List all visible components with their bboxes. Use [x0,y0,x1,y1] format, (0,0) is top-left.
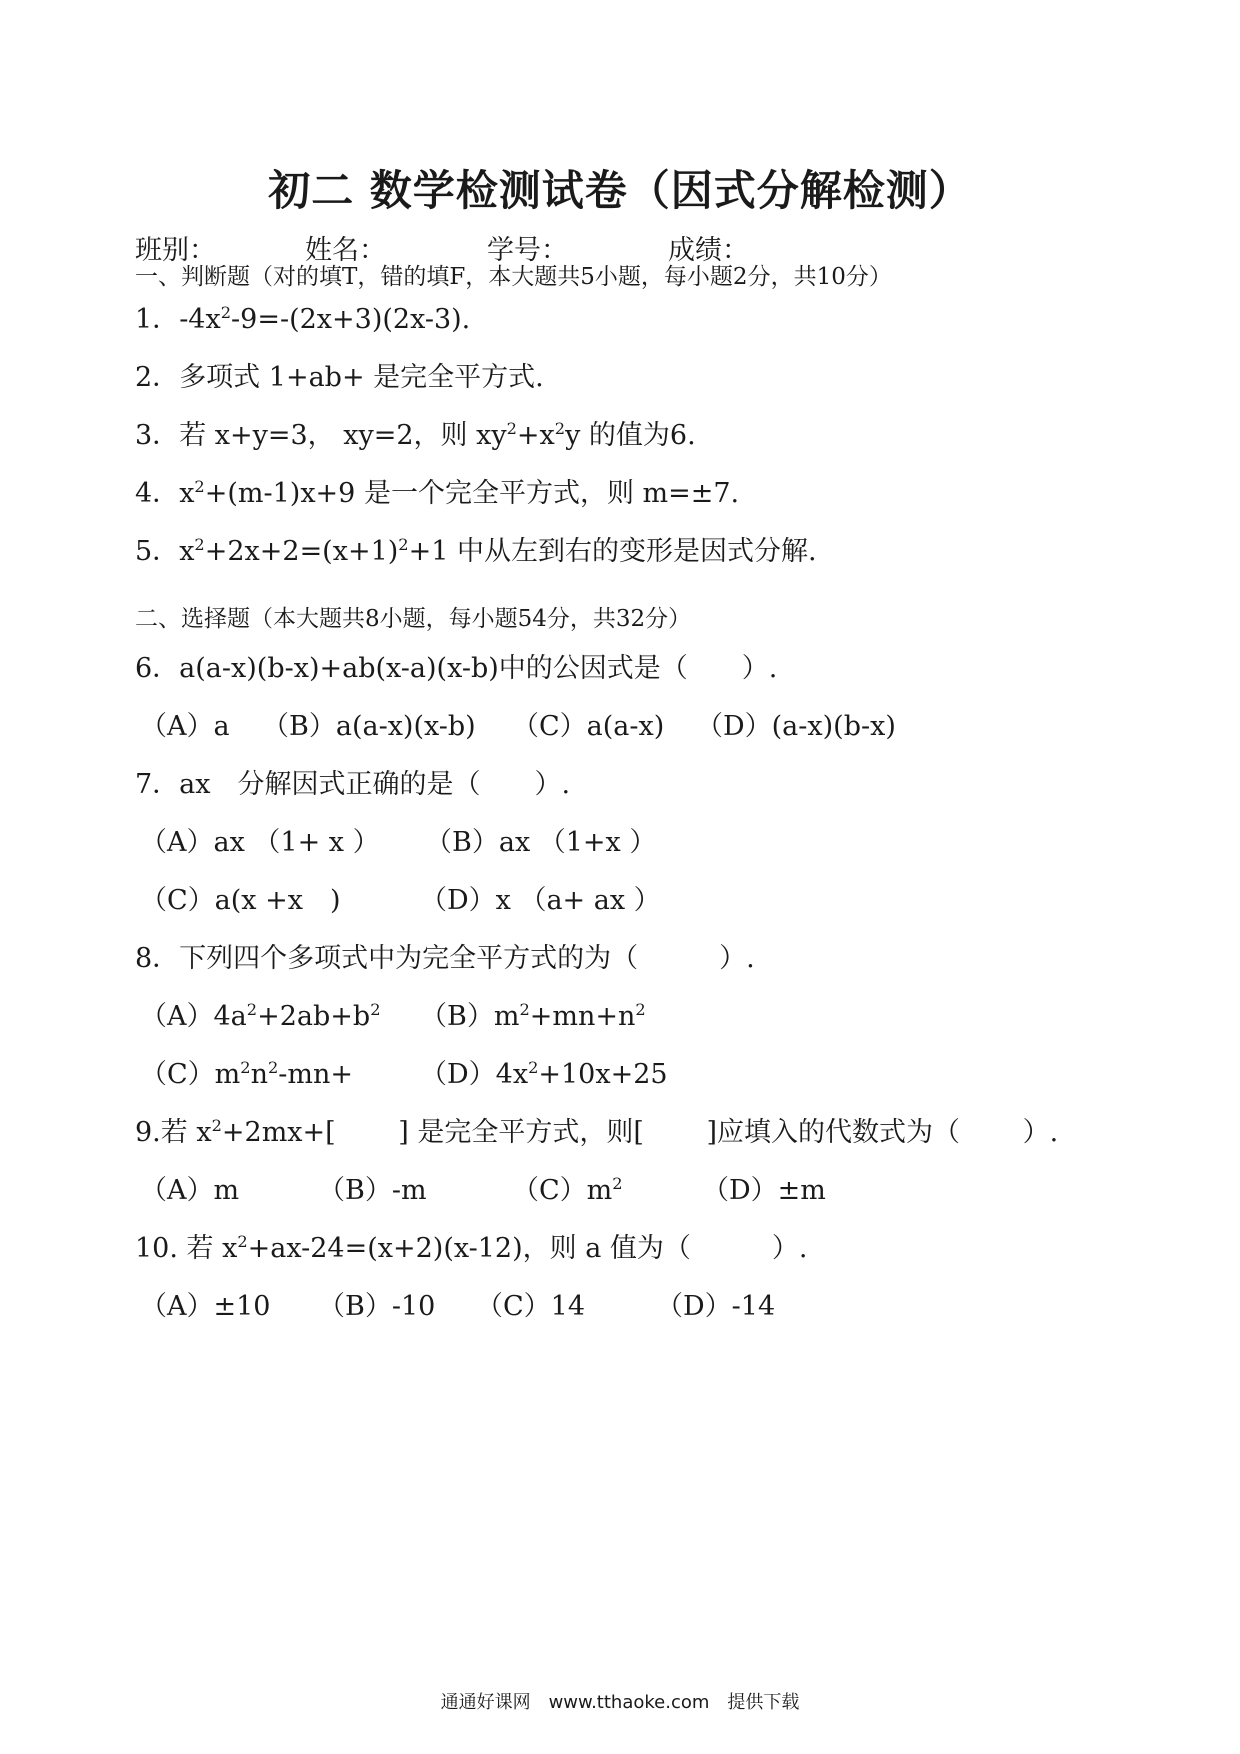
q6-option-a: （A）a [140,711,230,742]
question-number: 1． [135,304,180,335]
exponent: 2 [220,303,232,322]
question-text: 10. 若 x [135,1233,238,1264]
question-text: +2mx+[ ] 是完全平方式，则[ ]应填入的代数式为（ ）. [221,1117,1059,1148]
name-label: 姓名： [305,235,386,266]
question-text: -4x [179,304,221,335]
question-5 [135,529,817,568]
exponent: 2 [506,419,517,438]
question-7: 7．ax 分解因式正确的是（ ）. [135,769,571,800]
question-text: -9=-(2x+3)(2x-3). [231,304,471,335]
question-text: 多项式 1+ab+ 是完全平方式. [179,362,544,393]
question-3 [135,413,696,452]
option-text: +mn+n [529,1001,636,1032]
q7-option-d: （D）x （a+ ax ） [420,885,661,916]
page-title: 初二 数学检测试卷（因式分解检测） [268,166,972,215]
q6-option-d: （D）(a-x)(b-x) [696,711,896,742]
exponent: 2 [528,1058,539,1077]
exponent: 2 [194,535,205,554]
question-10 [135,1226,807,1265]
question-number: 4． [135,478,180,509]
q10-option-a: （A）±10 [140,1291,271,1322]
question-4 [135,471,739,510]
exponent: 2 [519,1000,530,1019]
exponent: 2 [246,1000,258,1019]
q6-option-b: （B）a(a-x)(x-b) [262,711,476,742]
option-text: （C）m [140,1059,241,1090]
question-text: x [179,478,195,509]
option-text: n [250,1059,268,1090]
q6-option-c: （C）a(a-x) [512,711,665,742]
exponent: 2 [370,1000,381,1019]
exponent: 2 [398,535,409,554]
exponent: 2 [635,1000,646,1019]
question-1 [135,297,470,336]
question-number: 3． [135,420,180,451]
q7-option-b: （B）ax （1+x ） [425,827,657,858]
question-text: +x [516,420,555,451]
q10-option-c: （C）14 [476,1291,586,1322]
q9-option-d: （D）±m [702,1175,826,1206]
question-9 [135,1110,1058,1149]
exponent: 2 [194,477,205,496]
exponent: 2 [554,419,566,438]
q8-option-c [140,1052,353,1091]
question-6: 6．a(a-x)(b-x)+ab(x-a)(x-b)中的公因式是（ ）. [135,653,778,684]
exponent: 2 [211,1116,222,1135]
exponent: 2 [612,1174,623,1193]
q8-option-a [140,994,381,1033]
question-text: 若 x+y=3， xy=2，则 xy [179,420,507,451]
question-2 [135,355,544,394]
question-number: 2． [135,362,180,393]
option-text: （B）m [420,1001,520,1032]
question-text: x [179,536,195,567]
option-text: （A）4a [140,1001,247,1032]
q9-option-c [512,1168,623,1207]
question-text: +1 中从左到右的变形是因式分解. [408,536,817,567]
question-8: 8．下列四个多项式中为完全平方式的为（ ）. [135,943,755,974]
q8-option-d [420,1052,668,1091]
option-text: （D）4x [420,1059,529,1090]
q9-option-b: （B）-m [318,1175,427,1206]
q9-option-a: （A）m [140,1175,240,1206]
option-text: +10x+25 [538,1059,668,1090]
exponent: 2 [267,1058,279,1077]
question-text: +2x+2=(x+1) [204,536,399,567]
exponent: 2 [240,1058,251,1077]
option-text: -mn+ [278,1059,354,1090]
student-number-label: 学号： [487,235,568,266]
q10-option-d: （D）-14 [656,1291,776,1322]
q10-option-b: （B）-10 [318,1291,436,1322]
section1-heading: 一、判断题（对的填T，错的填F，本大题共5小题，每小题2分，共10分） [135,264,892,290]
question-number: 5． [135,536,180,567]
section2-heading: 二、选择题（本大题共8小题，每小题54分，共32分） [135,606,692,632]
question-text: 9.若 x [135,1117,212,1148]
option-text: +2ab+b [257,1001,371,1032]
q8-option-b [420,994,646,1033]
question-text: +ax-24=(x+2)(x-12)，则 a 值为（ ）. [247,1233,808,1264]
class-label: 班别： [135,235,216,266]
exponent: 2 [237,1232,248,1251]
option-text: （C）m [512,1175,613,1206]
question-text: +(m-1)x+9 是一个完全平方式，则 m=±7. [204,478,740,509]
score-label: 成绩： [668,235,749,266]
q7-option-a: （A）ax （1+ x ） [140,827,380,858]
question-text: y 的值为6. [565,420,696,451]
q7-option-c: （C）a(x +x ) [140,885,341,916]
footer-source: 通通好课网 www.tthaoke.com 提供下载 [440,1692,800,1713]
